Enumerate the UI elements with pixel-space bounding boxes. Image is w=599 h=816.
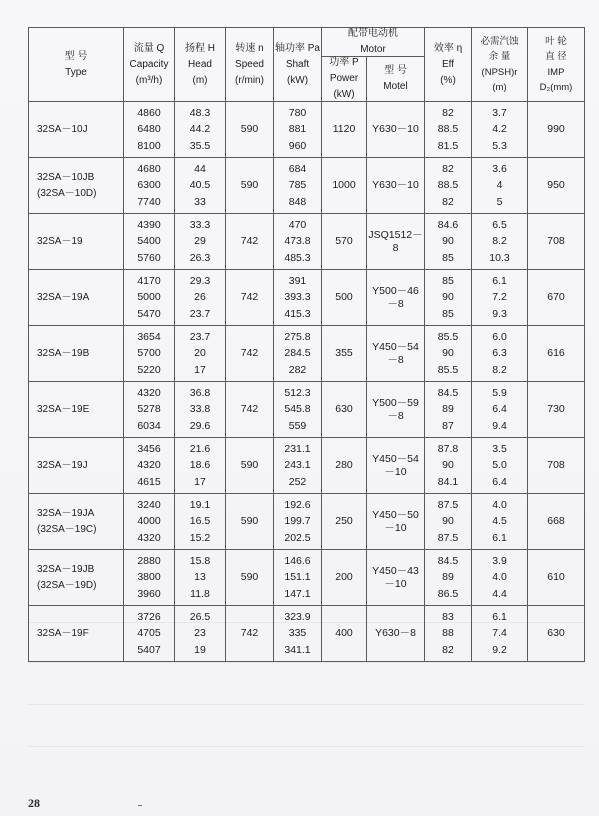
capacity-cell: 4680 6300 7740 [124, 158, 175, 214]
npsh-cell: 3.6 4 5 [472, 158, 528, 214]
header-power: 功率 P Power (kW) [322, 57, 367, 102]
type-cell: 32SA－19E [29, 382, 124, 438]
speed-cell: 742 [226, 382, 274, 438]
eff-cell: 82 88.5 81.5 [425, 102, 472, 158]
speed-cell: 742 [226, 326, 274, 382]
imp-cell: 630 [528, 606, 585, 662]
capacity-cell: 4860 6480 8100 [124, 102, 175, 158]
model-cell: Y630－8 [367, 606, 425, 662]
eff-cell: 83 88 82 [425, 606, 472, 662]
imp-cell: 616 [528, 326, 585, 382]
eff-cell: 85 90 85 [425, 270, 472, 326]
table-row [29, 158, 585, 214]
npsh-cell: 5.9 6.4 9.4 [472, 382, 528, 438]
head-cell: 36.8 33.8 29.6 [175, 382, 226, 438]
eff-cell: 84.6 90 85 [425, 214, 472, 270]
shaft-cell: 275.8 284.5 282 [274, 326, 322, 382]
type-cell: 32SA－19F [29, 606, 124, 662]
npsh-cell: 6.1 7.4 9.2 [472, 606, 528, 662]
npsh-cell: 3.7 4.2 5.3 [472, 102, 528, 158]
table-body [29, 102, 585, 662]
type-cell: 32SA－19 [29, 214, 124, 270]
type-cell: 32SA－19JA (32SA－19C) [29, 494, 124, 550]
imp-cell: 730 [528, 382, 585, 438]
eff-cell: 84.5 89 87 [425, 382, 472, 438]
header-head: 扬程 H Head (m) [175, 28, 226, 102]
capacity-cell: 3456 4320 4615 [124, 438, 175, 494]
table-row [29, 214, 585, 270]
table-row [29, 494, 585, 550]
imp-cell: 950 [528, 158, 585, 214]
power-cell: 570 [322, 214, 367, 270]
power-cell: 250 [322, 494, 367, 550]
shaft-cell: 470 473.8 485.3 [274, 214, 322, 270]
header-imp: 叶 轮 直 径 IMP D₂(mm) [528, 28, 585, 102]
type-cell: 32SA－10J [29, 102, 124, 158]
npsh-cell: 3.5 5.0 6.4 [472, 438, 528, 494]
header-model: 型 号 Motel [367, 57, 425, 102]
header-shaft: 轴功率 Pa Shaft (kW) [274, 28, 322, 102]
power-cell: 280 [322, 438, 367, 494]
head-cell: 44 40.5 33 [175, 158, 226, 214]
speed-cell: 742 [226, 270, 274, 326]
header-motor: 配带电动机 Motor [322, 28, 425, 57]
head-cell: 23.7 20 17 [175, 326, 226, 382]
header-capacity: 流量 Q Capacity (m³/h) [124, 28, 175, 102]
model-cell: Y630－10 [367, 102, 425, 158]
footer-mark [138, 805, 142, 806]
table-row [29, 438, 585, 494]
type-cell: 32SA－19JB (32SA－19D) [29, 550, 124, 606]
npsh-cell: 3.9 4.0 4.4 [472, 550, 528, 606]
capacity-cell: 4390 5400 5760 [124, 214, 175, 270]
page-number: 28 [28, 796, 40, 810]
head-cell: 26.5 23 19 [175, 606, 226, 662]
imp-cell: 610 [528, 550, 585, 606]
imp-cell: 668 [528, 494, 585, 550]
imp-cell: 670 [528, 270, 585, 326]
head-cell: 29.3 26 23.7 [175, 270, 226, 326]
table-row [29, 270, 585, 326]
table-row [29, 102, 585, 158]
model-cell: JSQ1512－8 [367, 214, 425, 270]
header-eff: 效率 η Eff (%) [425, 28, 472, 102]
model-cell: Y450－54－8 [367, 326, 425, 382]
model-cell: Y500－46－8 [367, 270, 425, 326]
shaft-cell: 391 393.3 415.3 [274, 270, 322, 326]
table-row [29, 606, 585, 662]
pump-spec-table [28, 27, 585, 662]
power-cell: 1120 [322, 102, 367, 158]
eff-cell: 87.5 90 87.5 [425, 494, 472, 550]
capacity-cell: 4170 5000 5470 [124, 270, 175, 326]
eff-cell: 84.5 89 86.5 [425, 550, 472, 606]
eff-cell: 82 88.5 82 [425, 158, 472, 214]
type-cell: 32SA－19J [29, 438, 124, 494]
type-cell: 32SA－19B [29, 326, 124, 382]
model-cell: Y450－43－10 [367, 550, 425, 606]
npsh-cell: 6.1 7.2 9.3 [472, 270, 528, 326]
table-row [29, 326, 585, 382]
model-cell: Y450－50－10 [367, 494, 425, 550]
imp-cell: 990 [528, 102, 585, 158]
power-cell: 355 [322, 326, 367, 382]
head-cell: 21.6 18.6 17 [175, 438, 226, 494]
imp-cell: 708 [528, 214, 585, 270]
speed-cell: 742 [226, 606, 274, 662]
speed-cell: 590 [226, 158, 274, 214]
shaft-cell: 146.6 151.1 147.1 [274, 550, 322, 606]
npsh-cell: 6.5 8.2 10.3 [472, 214, 528, 270]
shaft-cell: 684 785 848 [274, 158, 322, 214]
capacity-cell: 3726 4705 5407 [124, 606, 175, 662]
head-cell: 33.3 29 26.3 [175, 214, 226, 270]
npsh-cell: 4.0 4.5 6.1 [472, 494, 528, 550]
capacity-cell: 3654 5700 5220 [124, 326, 175, 382]
head-cell: 19.1 16.5 15.2 [175, 494, 226, 550]
imp-cell: 708 [528, 438, 585, 494]
speed-cell: 590 [226, 494, 274, 550]
capacity-cell: 4320 5278 6034 [124, 382, 175, 438]
table-header [29, 28, 585, 102]
head-cell: 48.3 44.2 35.5 [175, 102, 226, 158]
power-cell: 500 [322, 270, 367, 326]
speed-cell: 742 [226, 214, 274, 270]
table-row [29, 382, 585, 438]
power-cell: 1000 [322, 158, 367, 214]
eff-cell: 87.8 90 84.1 [425, 438, 472, 494]
type-cell: 32SA－19A [29, 270, 124, 326]
type-cell: 32SA－10JB (32SA－10D) [29, 158, 124, 214]
shaft-cell: 780 881 960 [274, 102, 322, 158]
header-speed: 转速 n Speed (r/min) [226, 28, 274, 102]
npsh-cell: 6.0 6.3 8.2 [472, 326, 528, 382]
speed-cell: 590 [226, 438, 274, 494]
power-cell: 400 [322, 606, 367, 662]
head-cell: 15.8 13 11.8 [175, 550, 226, 606]
power-cell: 200 [322, 550, 367, 606]
speed-cell: 590 [226, 550, 274, 606]
header-npsh: 必需汽蚀 余 量 (NPSH)r (m) [472, 28, 528, 102]
shaft-cell: 231.1 243.1 252 [274, 438, 322, 494]
shaft-cell: 192.6 199.7 202.5 [274, 494, 322, 550]
eff-cell: 85.5 90 85.5 [425, 326, 472, 382]
shaft-cell: 323.9 335 341.1 [274, 606, 322, 662]
capacity-cell: 3240 4000 4320 [124, 494, 175, 550]
capacity-cell: 2880 3800 3960 [124, 550, 175, 606]
model-cell: Y500－59－8 [367, 382, 425, 438]
table-row [29, 550, 585, 606]
model-cell: Y630－10 [367, 158, 425, 214]
speed-cell: 590 [226, 102, 274, 158]
power-cell: 630 [322, 382, 367, 438]
shaft-cell: 512.3 545.8 559 [274, 382, 322, 438]
header-type: 型 号 Type [29, 28, 124, 102]
model-cell: Y450－54－10 [367, 438, 425, 494]
